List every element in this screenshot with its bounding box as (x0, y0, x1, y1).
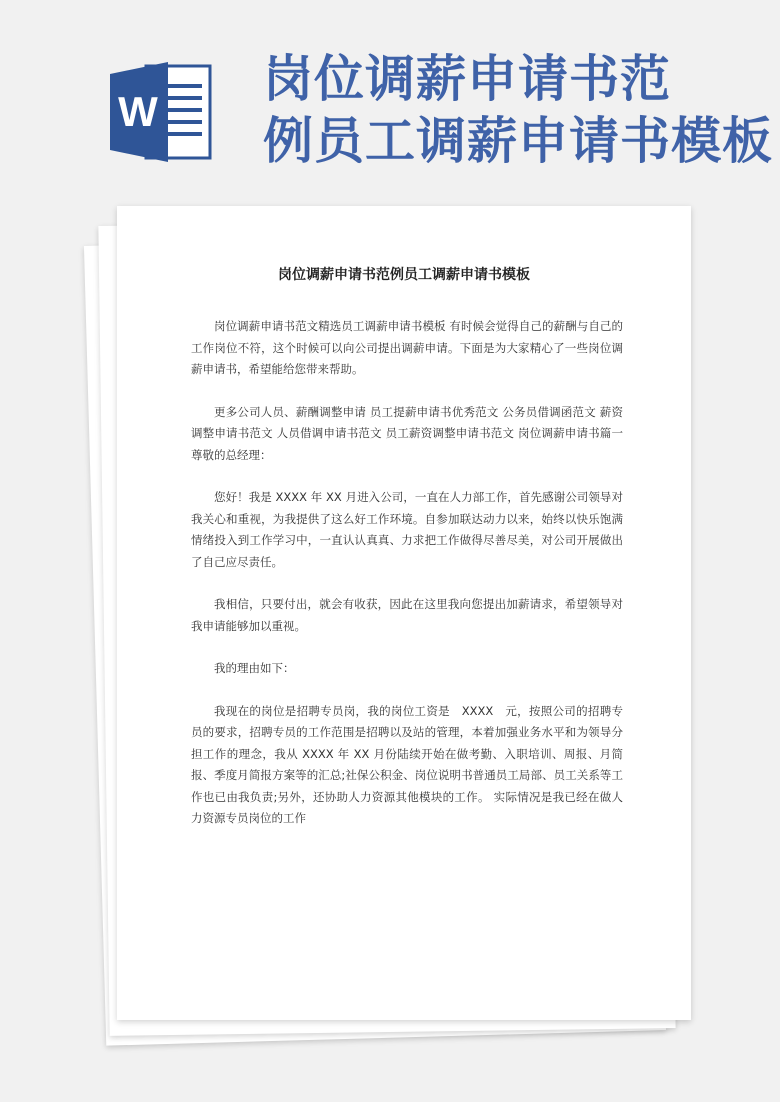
paragraph: 您好！我是 XXXX 年 XX 月进入公司，一直在人力部工作，首先感谢公司领导对我关心和重视，为我提供了这么好工作环境。自参加联达动力以来，始终以快乐饱满情绪投入到工作学习中，一直认认真真、力求把工作做得尽善尽美，对公司开展做出了自己应尽责任。 (191, 490, 623, 569)
page-title-line-1: 岗位调薪申请书范 (263, 50, 671, 108)
word-document-icon (108, 62, 214, 162)
paragraph: 我现在的岗位是招聘专员岗，我的岗位工资是 XXXX 元，按照公司的招聘专员的要求，招聘专员的工作范围是招聘以及站的管理，本着加强业务水平和为领导分担工作的理念，我从 XXXX 年 XX 月份陆续开始在做考勤、入职培训、周报、月简报、季度月简报方案等的汇总;社保公积金、岗位说明书普通员工局部、员工关系等工作也已由我负责;另外，还协助人力资源其他模块的工作。 实际情况是我已经在做人力资源专员岗位的工作 (191, 703, 623, 825)
document-title: 岗位调薪申请书范例员工调薪申请书模板 (278, 267, 530, 283)
paragraph: 我的理由如下： (214, 661, 295, 675)
paragraph: 岗位调薪申请书范文精选员工调薪申请书模板 有时候会觉得自己的薪酬与自己的工作岗位不符，这个时候可以向公司提出调薪申请。下面是为大家精心了一些岗位调薪申请书，希望能给您带来帮助。 (191, 319, 623, 376)
word-icon-letter: W (118, 88, 158, 135)
document-page (117, 206, 691, 1020)
page-title (263, 48, 773, 172)
paragraph: 更多公司人员、薪酬调整申请 员工提薪申请书优秀范文 公务员借调函范文 薪资调整申请书范文 人员借调申请书范文 员工薪资调整申请书范文 岗位调薪申请书篇一 尊敬的总经理： (191, 404, 623, 462)
paragraph: 我相信，只要付出，就会有收获，因此在这里我向您提出加薪请求，希望领导对我申请能够加以重视。 (191, 597, 623, 633)
page-title-line-2: 例员工调薪申请书模板 (263, 112, 773, 170)
document-body (191, 316, 623, 851)
